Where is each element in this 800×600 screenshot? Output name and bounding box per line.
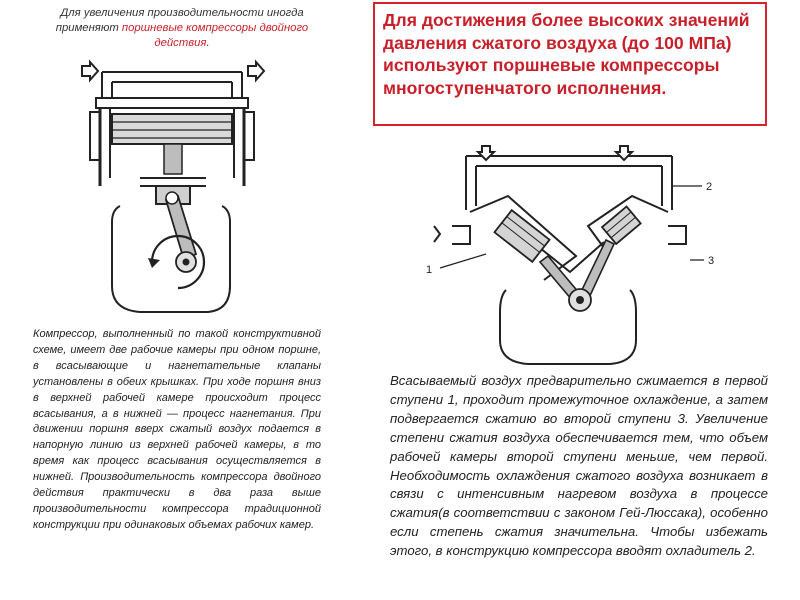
crankshaft bbox=[148, 236, 204, 288]
label-1: 1 bbox=[426, 264, 433, 276]
outlet-arrow-icon bbox=[248, 62, 264, 80]
intro-highlight: поршневые компрессоры двойного действия bbox=[121, 22, 309, 49]
cooler-outlet-arrow-icon bbox=[616, 146, 632, 160]
double-acting-piston bbox=[112, 114, 232, 174]
label-3: 3 bbox=[708, 255, 715, 267]
left-description: Компрессор, выполненный по такой конструктивной схеме, имеет две рабочие камеры при одном поршне, в всасывающие и нагнетательные клапаны установлены в обеих крышках. При ходе поршня вниз в верхней рабочей камере происходит процесс всасывания, а в нижней — процесс нагнетания. При движении поршня вверх сжатый воздух подается в напорную линию из верхней рабочей камеры, в то время как процесс всасывания осуществляется в нижней. Производительность компрессора двойного действия практически в два раза выше производительности компрессора традиционной конструкции при одинаковых объемах рабочих камер. bbox=[33, 328, 321, 531]
inlet-arrow-icon bbox=[82, 62, 98, 80]
intro-text-after: . bbox=[206, 37, 210, 49]
label-2: 2 bbox=[706, 181, 713, 193]
cooler-inlet-arrow-icon bbox=[478, 146, 494, 160]
multi-stage-compressor-figure bbox=[426, 146, 714, 364]
right-description: Всасываемый воздух предварительно сжимается в первой ступени 1, проходит промежуточное охлаждение, а затем подвергается сжатию во второй ступени 3. Увеличение степени сжатия воздуха обеспечивается тем, что объем рабочей камеры второй ступени меньше, чем первой. Необходимость охлаждения сжатого воздуха возникает в связи с интенсивным нагревом воздуха в процессе сжатия(в соответствии с законом Гей-Люссака), особенно если степень сжатия значительна. Чтобы избежать этого, в конструкцию компрессора вводят охладитель 2. bbox=[390, 373, 768, 559]
callout-text: Для достижения более высоких значений давления сжатого воздуха (до 100 МПа) используют поршневые компрессоры многоступенчатого исполнения. bbox=[383, 10, 750, 98]
intro-text-before: Для увеличения производительности иногда применяют bbox=[55, 7, 304, 34]
rotation-arrow-icon bbox=[148, 258, 160, 268]
